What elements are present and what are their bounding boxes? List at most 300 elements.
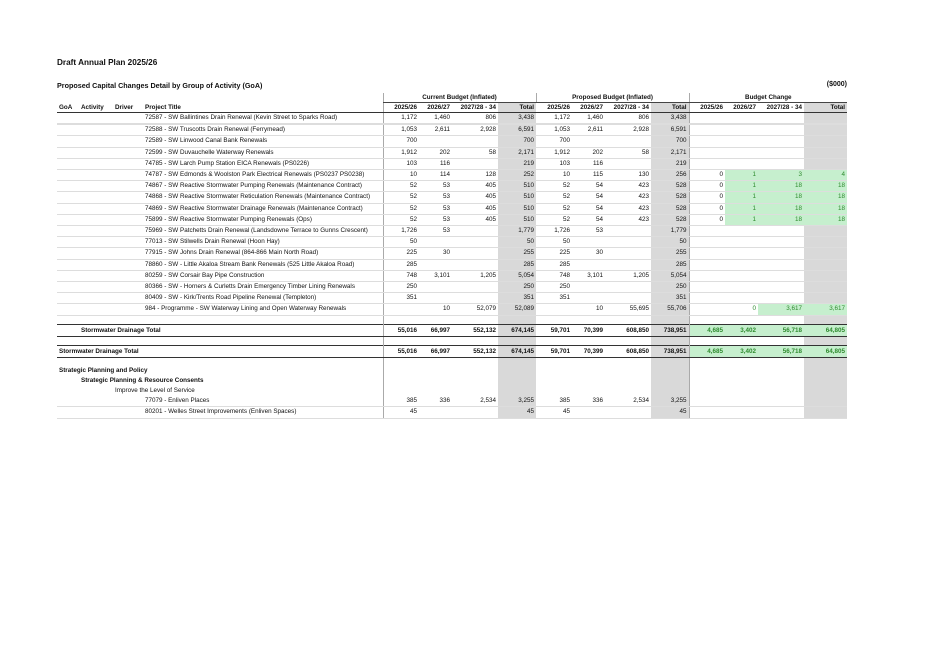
activity-cell bbox=[79, 125, 113, 136]
col-change-y2: 2026/27 bbox=[725, 103, 758, 113]
pro-value-cell bbox=[572, 237, 605, 248]
driver-cell bbox=[113, 214, 143, 225]
project-title-cell: 72589 - SW Linwood Canal Bank Renewals bbox=[143, 136, 383, 147]
goa-total-pro-y3: 608,850 bbox=[605, 345, 651, 357]
cur-value-cell: 405 bbox=[452, 192, 498, 203]
chg-value-cell bbox=[804, 147, 847, 158]
chg-value-cell bbox=[758, 270, 804, 281]
pro-value-cell: 52 bbox=[536, 203, 572, 214]
activity-cell bbox=[79, 248, 113, 259]
chg-value-cell: 0 bbox=[725, 304, 758, 315]
cur-value-cell: 3,438 bbox=[498, 113, 536, 124]
chg-value-cell bbox=[758, 113, 804, 124]
goa-cell bbox=[57, 226, 79, 237]
chg-value-cell bbox=[804, 270, 847, 281]
cur-value-cell: 2,534 bbox=[452, 396, 498, 407]
chg-value-cell bbox=[689, 147, 725, 158]
cur-value-cell: 114 bbox=[419, 170, 452, 181]
project-rows bbox=[57, 113, 847, 316]
driver-cell bbox=[113, 282, 143, 293]
chg-value-cell bbox=[804, 237, 847, 248]
chg-value-cell bbox=[758, 259, 804, 270]
cur-value-cell bbox=[452, 248, 498, 259]
cur-value-cell: 700 bbox=[383, 136, 419, 147]
goa-total-pro-total: 738,951 bbox=[651, 345, 689, 357]
col-current-y1: 2025/26 bbox=[383, 103, 419, 113]
table-row bbox=[57, 181, 847, 192]
chg-value-cell bbox=[689, 282, 725, 293]
goa-total-chg-y1: 4,685 bbox=[689, 345, 725, 357]
col-current-y2: 2026/27 bbox=[419, 103, 452, 113]
current-budget-header: Current Budget (Inflated) bbox=[383, 93, 536, 103]
chg-value-cell bbox=[689, 158, 725, 169]
chg-value-cell bbox=[804, 396, 847, 407]
pro-value-cell: 1,912 bbox=[536, 147, 572, 158]
table-row bbox=[57, 270, 847, 281]
activity-total-cur-y1: 55,016 bbox=[383, 324, 419, 336]
driver-cell bbox=[113, 192, 143, 203]
chg-value-cell bbox=[758, 226, 804, 237]
pro-value-cell: 250 bbox=[651, 282, 689, 293]
goa-total-pro-y1: 59,701 bbox=[536, 345, 572, 357]
section2-project-rows bbox=[57, 396, 847, 418]
cur-value-cell: 351 bbox=[383, 293, 419, 304]
pro-value-cell: 3,255 bbox=[651, 396, 689, 407]
pro-value-cell: 115 bbox=[572, 170, 605, 181]
goa-total-cur-y1: 55,016 bbox=[383, 345, 419, 357]
pro-value-cell: 700 bbox=[536, 136, 572, 147]
chg-value-cell bbox=[804, 248, 847, 259]
pro-value-cell bbox=[605, 293, 651, 304]
goa-total-cur-y3: 552,132 bbox=[452, 345, 498, 357]
pro-value-cell bbox=[605, 248, 651, 259]
document-title: Draft Annual Plan 2025/26 bbox=[57, 58, 158, 67]
pro-value-cell: 10 bbox=[572, 304, 605, 315]
goa-cell bbox=[57, 192, 79, 203]
project-title-cell: 80201 - Welles Street Improvements (Enliven Spaces) bbox=[143, 407, 383, 418]
chg-value-cell bbox=[725, 125, 758, 136]
goa-cell bbox=[57, 147, 79, 158]
project-title-cell: 77079 - Enliven Places bbox=[143, 396, 383, 407]
chg-value-cell: 1 bbox=[725, 181, 758, 192]
chg-value-cell bbox=[725, 407, 758, 418]
cur-value-cell: 53 bbox=[419, 226, 452, 237]
pro-value-cell: 50 bbox=[536, 237, 572, 248]
table-row bbox=[57, 158, 847, 169]
goa-cell bbox=[57, 282, 79, 293]
pro-value-cell: 385 bbox=[536, 396, 572, 407]
activity-cell bbox=[79, 113, 113, 124]
driver-cell bbox=[113, 226, 143, 237]
project-title-cell: 74867 - SW Reactive Stormwater Pumping Renewals (Maintenance Contract) bbox=[143, 181, 383, 192]
chg-value-cell: 18 bbox=[758, 192, 804, 203]
pro-value-cell: 202 bbox=[572, 147, 605, 158]
pro-value-cell bbox=[572, 259, 605, 270]
cur-value-cell: 52 bbox=[383, 203, 419, 214]
pro-value-cell: 1,172 bbox=[536, 113, 572, 124]
section-activity-row bbox=[57, 376, 847, 386]
cur-value-cell bbox=[452, 282, 498, 293]
chg-value-cell bbox=[725, 113, 758, 124]
goa-cell bbox=[57, 203, 79, 214]
project-title-cell: 77915 - SW Johns Drain Renewal (864-866 Main North Road) bbox=[143, 248, 383, 259]
goa-cell bbox=[57, 270, 79, 281]
cur-value-cell: 1,912 bbox=[383, 147, 419, 158]
activity-total-cur-y2: 66,997 bbox=[419, 324, 452, 336]
document-subtitle: Proposed Capital Changes Detail by Group of Activity (GoA) bbox=[57, 81, 263, 90]
activity-total-chg-y1: 4,685 bbox=[689, 324, 725, 336]
driver-cell bbox=[113, 293, 143, 304]
goa-cell bbox=[57, 248, 79, 259]
activity-cell bbox=[79, 192, 113, 203]
table-row bbox=[57, 282, 847, 293]
units-label: ($000) bbox=[826, 81, 847, 88]
activity-total-pro-total: 738,951 bbox=[651, 324, 689, 336]
pro-value-cell: 700 bbox=[651, 136, 689, 147]
pro-value-cell bbox=[605, 282, 651, 293]
activity-cell bbox=[79, 396, 113, 407]
cur-value-cell: 5,054 bbox=[498, 270, 536, 281]
pro-value-cell: 1,779 bbox=[651, 226, 689, 237]
chg-value-cell: 3,617 bbox=[804, 304, 847, 315]
activity-cell bbox=[79, 293, 113, 304]
goa-cell bbox=[57, 181, 79, 192]
chg-value-cell bbox=[689, 237, 725, 248]
chg-value-cell bbox=[804, 407, 847, 418]
pro-value-cell: 54 bbox=[572, 214, 605, 225]
chg-value-cell: 0 bbox=[689, 203, 725, 214]
cur-value-cell: 806 bbox=[452, 113, 498, 124]
pro-value-cell: 2,928 bbox=[605, 125, 651, 136]
chg-value-cell bbox=[725, 293, 758, 304]
cur-value-cell: 52 bbox=[383, 192, 419, 203]
chg-value-cell: 18 bbox=[758, 214, 804, 225]
goa-total-row bbox=[57, 345, 847, 357]
table-row bbox=[57, 136, 847, 147]
table-row bbox=[57, 214, 847, 225]
driver-cell bbox=[113, 136, 143, 147]
pro-value-cell: 528 bbox=[651, 181, 689, 192]
pro-value-cell bbox=[605, 226, 651, 237]
chg-value-cell bbox=[689, 136, 725, 147]
table-row bbox=[57, 396, 847, 407]
project-title-cell: 74785 - SW Larch Pump Station EICA Renewals (PS0226) bbox=[143, 158, 383, 169]
goa-total-chg-y2: 3,402 bbox=[725, 345, 758, 357]
driver-cell bbox=[113, 396, 143, 407]
chg-value-cell bbox=[689, 396, 725, 407]
chg-value-cell bbox=[758, 136, 804, 147]
activity-cell bbox=[79, 136, 113, 147]
chg-value-cell: 4 bbox=[804, 170, 847, 181]
driver-cell bbox=[113, 270, 143, 281]
pro-value-cell: 1,205 bbox=[605, 270, 651, 281]
section-driver-label: Improve the Level of Service bbox=[115, 387, 195, 395]
pro-value-cell: 10 bbox=[536, 170, 572, 181]
cur-value-cell: 219 bbox=[498, 158, 536, 169]
chg-value-cell bbox=[758, 407, 804, 418]
goa-total-chg-y3: 56,718 bbox=[758, 345, 804, 357]
cur-value-cell: 6,591 bbox=[498, 125, 536, 136]
pro-value-cell: 225 bbox=[536, 248, 572, 259]
pro-value-cell: 54 bbox=[572, 203, 605, 214]
project-title-cell: 80409 - SW - Kirk/Trents Road Pipeline Renewal (Templeton) bbox=[143, 293, 383, 304]
driver-cell bbox=[113, 259, 143, 270]
goa-cell bbox=[57, 293, 79, 304]
activity-total-section bbox=[57, 315, 847, 396]
cur-value-cell: 252 bbox=[498, 170, 536, 181]
pro-value-cell: 3,438 bbox=[651, 113, 689, 124]
goa-cell bbox=[57, 407, 79, 418]
driver-cell bbox=[113, 248, 143, 259]
col-change-y3: 2027/28 - 34 bbox=[758, 103, 804, 113]
goa-cell bbox=[57, 396, 79, 407]
table-row bbox=[57, 125, 847, 136]
goa-total-cur-y2: 66,997 bbox=[419, 345, 452, 357]
pro-value-cell: 748 bbox=[536, 270, 572, 281]
cur-value-cell: 510 bbox=[498, 214, 536, 225]
chg-value-cell bbox=[725, 226, 758, 237]
cur-value-cell: 285 bbox=[498, 259, 536, 270]
chg-value-cell bbox=[725, 147, 758, 158]
pro-value-cell: 351 bbox=[536, 293, 572, 304]
cur-value-cell: 1,053 bbox=[383, 125, 419, 136]
capital-changes-table bbox=[57, 93, 847, 419]
pro-value-cell: 528 bbox=[651, 214, 689, 225]
section-goa-row bbox=[57, 366, 847, 376]
pro-value-cell: 351 bbox=[651, 293, 689, 304]
activity-cell bbox=[79, 270, 113, 281]
chg-value-cell bbox=[689, 259, 725, 270]
pro-value-cell bbox=[605, 407, 651, 418]
chg-value-cell bbox=[758, 237, 804, 248]
pro-value-cell: 45 bbox=[651, 407, 689, 418]
budget-change-header: Budget Change bbox=[689, 93, 847, 103]
goa-cell bbox=[57, 259, 79, 270]
chg-value-cell: 3,617 bbox=[758, 304, 804, 315]
activity-cell bbox=[79, 237, 113, 248]
goa-cell bbox=[57, 214, 79, 225]
pro-value-cell: 250 bbox=[536, 282, 572, 293]
cur-value-cell: 45 bbox=[498, 407, 536, 418]
project-title-cell: 75899 - SW Reactive Stormwater Pumping Renewals (Ops) bbox=[143, 214, 383, 225]
chg-value-cell: 1 bbox=[725, 214, 758, 225]
proposed-budget-header: Proposed Budget (Inflated) bbox=[536, 93, 689, 103]
goa-total-cur-total: 674,145 bbox=[498, 345, 536, 357]
pro-value-cell: 1,726 bbox=[536, 226, 572, 237]
project-title-cell: 72587 - SW Ballintines Drain Renewal (Kevin Street to Sparks Road) bbox=[143, 113, 383, 124]
driver-cell bbox=[113, 181, 143, 192]
pro-value-cell: 3,101 bbox=[572, 270, 605, 281]
activity-cell bbox=[79, 407, 113, 418]
cur-value-cell bbox=[452, 237, 498, 248]
activity-cell bbox=[79, 214, 113, 225]
pro-value-cell: 528 bbox=[651, 192, 689, 203]
goa-total-chg-total: 64,805 bbox=[804, 345, 847, 357]
chg-value-cell: 0 bbox=[689, 181, 725, 192]
cur-value-cell: 385 bbox=[383, 396, 419, 407]
chg-value-cell bbox=[689, 407, 725, 418]
table-row bbox=[57, 226, 847, 237]
table-row bbox=[57, 259, 847, 270]
pro-value-cell: 52 bbox=[536, 214, 572, 225]
cur-value-cell bbox=[452, 136, 498, 147]
activity-cell bbox=[79, 259, 113, 270]
pro-value-cell: 255 bbox=[651, 248, 689, 259]
cur-value-cell: 405 bbox=[452, 214, 498, 225]
chg-value-cell: 1 bbox=[725, 170, 758, 181]
cur-value-cell: 510 bbox=[498, 203, 536, 214]
table-row bbox=[57, 113, 847, 124]
chg-value-cell bbox=[689, 270, 725, 281]
goa-cell bbox=[57, 136, 79, 147]
cur-value-cell: 3,101 bbox=[419, 270, 452, 281]
subtitle-row bbox=[57, 81, 847, 93]
pro-value-cell: 54 bbox=[572, 181, 605, 192]
chg-value-cell bbox=[689, 125, 725, 136]
pro-value-cell bbox=[605, 259, 651, 270]
cur-value-cell: 510 bbox=[498, 192, 536, 203]
cur-value-cell bbox=[452, 158, 498, 169]
col-proposed-y3: 2027/28 - 34 bbox=[605, 103, 651, 113]
cur-value-cell: 1,726 bbox=[383, 226, 419, 237]
activity-cell bbox=[79, 158, 113, 169]
pro-value-cell: 423 bbox=[605, 192, 651, 203]
activity-cell bbox=[79, 304, 113, 315]
activity-cell bbox=[79, 226, 113, 237]
cur-value-cell: 510 bbox=[498, 181, 536, 192]
pro-value-cell: 806 bbox=[605, 113, 651, 124]
pro-value-cell bbox=[536, 304, 572, 315]
cur-value-cell: 1,172 bbox=[383, 113, 419, 124]
pro-value-cell: 116 bbox=[572, 158, 605, 169]
cur-value-cell bbox=[419, 293, 452, 304]
pro-value-cell: 52 bbox=[536, 181, 572, 192]
cur-value-cell bbox=[419, 237, 452, 248]
pro-value-cell: 219 bbox=[651, 158, 689, 169]
pro-value-cell: 423 bbox=[605, 203, 651, 214]
pro-value-cell: 103 bbox=[536, 158, 572, 169]
col-proposed-y2: 2026/27 bbox=[572, 103, 605, 113]
project-title-cell: 984 - Programme - SW Waterway Lining and Open Waterway Renewals bbox=[143, 304, 383, 315]
cur-value-cell: 748 bbox=[383, 270, 419, 281]
cur-value-cell bbox=[383, 304, 419, 315]
cur-value-cell: 52,089 bbox=[498, 304, 536, 315]
chg-value-cell: 18 bbox=[804, 214, 847, 225]
chg-value-cell bbox=[725, 158, 758, 169]
cur-value-cell: 53 bbox=[419, 203, 452, 214]
cur-value-cell: 58 bbox=[452, 147, 498, 158]
pro-value-cell: 5,054 bbox=[651, 270, 689, 281]
chg-value-cell bbox=[758, 396, 804, 407]
activity-total-chg-y3: 56,718 bbox=[758, 324, 804, 336]
col-change-y1: 2025/26 bbox=[689, 103, 725, 113]
chg-value-cell bbox=[804, 125, 847, 136]
chg-value-cell: 1 bbox=[725, 192, 758, 203]
col-activity: Activity bbox=[79, 103, 113, 113]
activity-cell bbox=[79, 203, 113, 214]
table-row bbox=[57, 203, 847, 214]
cur-value-cell: 52 bbox=[383, 214, 419, 225]
table-row bbox=[57, 407, 847, 418]
driver-cell bbox=[113, 407, 143, 418]
driver-cell bbox=[113, 125, 143, 136]
pro-value-cell bbox=[605, 158, 651, 169]
chg-value-cell: 3 bbox=[758, 170, 804, 181]
chg-value-cell bbox=[725, 396, 758, 407]
chg-value-cell bbox=[689, 226, 725, 237]
table-row bbox=[57, 237, 847, 248]
pro-value-cell: 55,695 bbox=[605, 304, 651, 315]
pro-value-cell: 55,706 bbox=[651, 304, 689, 315]
cur-value-cell: 250 bbox=[498, 282, 536, 293]
activity-total-pro-y1: 59,701 bbox=[536, 324, 572, 336]
cur-value-cell: 10 bbox=[419, 304, 452, 315]
pro-value-cell bbox=[572, 282, 605, 293]
col-current-y3: 2027/28 - 34 bbox=[452, 103, 498, 113]
cur-value-cell bbox=[419, 282, 452, 293]
activity-total-cur-y3: 552,132 bbox=[452, 324, 498, 336]
chg-value-cell bbox=[758, 293, 804, 304]
pro-value-cell: 130 bbox=[605, 170, 651, 181]
activity-total-pro-y2: 70,399 bbox=[572, 324, 605, 336]
table-row bbox=[57, 192, 847, 203]
project-title-cell: 80366 - SW - Horners & Curletts Drain Emergency Timber Lining Renewals bbox=[143, 282, 383, 293]
project-title-cell: 78860 - SW - Little Akaloa Stream Bank Renewals (525 Little Akaloa Road) bbox=[143, 259, 383, 270]
pro-value-cell: 423 bbox=[605, 181, 651, 192]
chg-value-cell bbox=[689, 248, 725, 259]
goa-cell bbox=[57, 304, 79, 315]
col-change-total: Total bbox=[804, 103, 847, 113]
chg-value-cell: 1 bbox=[725, 203, 758, 214]
cur-value-cell bbox=[419, 407, 452, 418]
pro-value-cell: 256 bbox=[651, 170, 689, 181]
activity-total-row bbox=[57, 324, 847, 336]
cur-value-cell: 50 bbox=[498, 237, 536, 248]
activity-cell bbox=[79, 282, 113, 293]
project-title-cell: 80259 - SW Corsair Bay Pipe Construction bbox=[143, 270, 383, 281]
chg-value-cell bbox=[758, 147, 804, 158]
report-page bbox=[57, 58, 847, 419]
chg-value-cell bbox=[804, 293, 847, 304]
table-row bbox=[57, 170, 847, 181]
goa-total-label: Stormwater Drainage Total bbox=[57, 345, 383, 357]
chg-value-cell: 18 bbox=[804, 203, 847, 214]
chg-value-cell bbox=[804, 282, 847, 293]
chg-value-cell bbox=[758, 248, 804, 259]
column-header-row bbox=[57, 103, 847, 113]
chg-value-cell: 18 bbox=[804, 181, 847, 192]
cur-value-cell: 53 bbox=[419, 192, 452, 203]
cur-value-cell: 405 bbox=[452, 181, 498, 192]
table-row bbox=[57, 248, 847, 259]
driver-cell bbox=[113, 304, 143, 315]
pro-value-cell: 1,053 bbox=[536, 125, 572, 136]
activity-total-chg-total: 64,805 bbox=[804, 324, 847, 336]
chg-value-cell bbox=[804, 136, 847, 147]
goa-cell bbox=[57, 170, 79, 181]
cur-value-cell: 2,928 bbox=[452, 125, 498, 136]
pro-value-cell: 285 bbox=[536, 259, 572, 270]
cur-value-cell bbox=[452, 226, 498, 237]
cur-value-cell: 53 bbox=[419, 214, 452, 225]
goa-cell bbox=[57, 125, 79, 136]
activity-cell bbox=[79, 147, 113, 158]
chg-value-cell bbox=[804, 158, 847, 169]
pro-value-cell: 336 bbox=[572, 396, 605, 407]
pro-value-cell: 58 bbox=[605, 147, 651, 158]
cur-value-cell: 405 bbox=[452, 203, 498, 214]
activity-total-cur-total: 674,145 bbox=[498, 324, 536, 336]
